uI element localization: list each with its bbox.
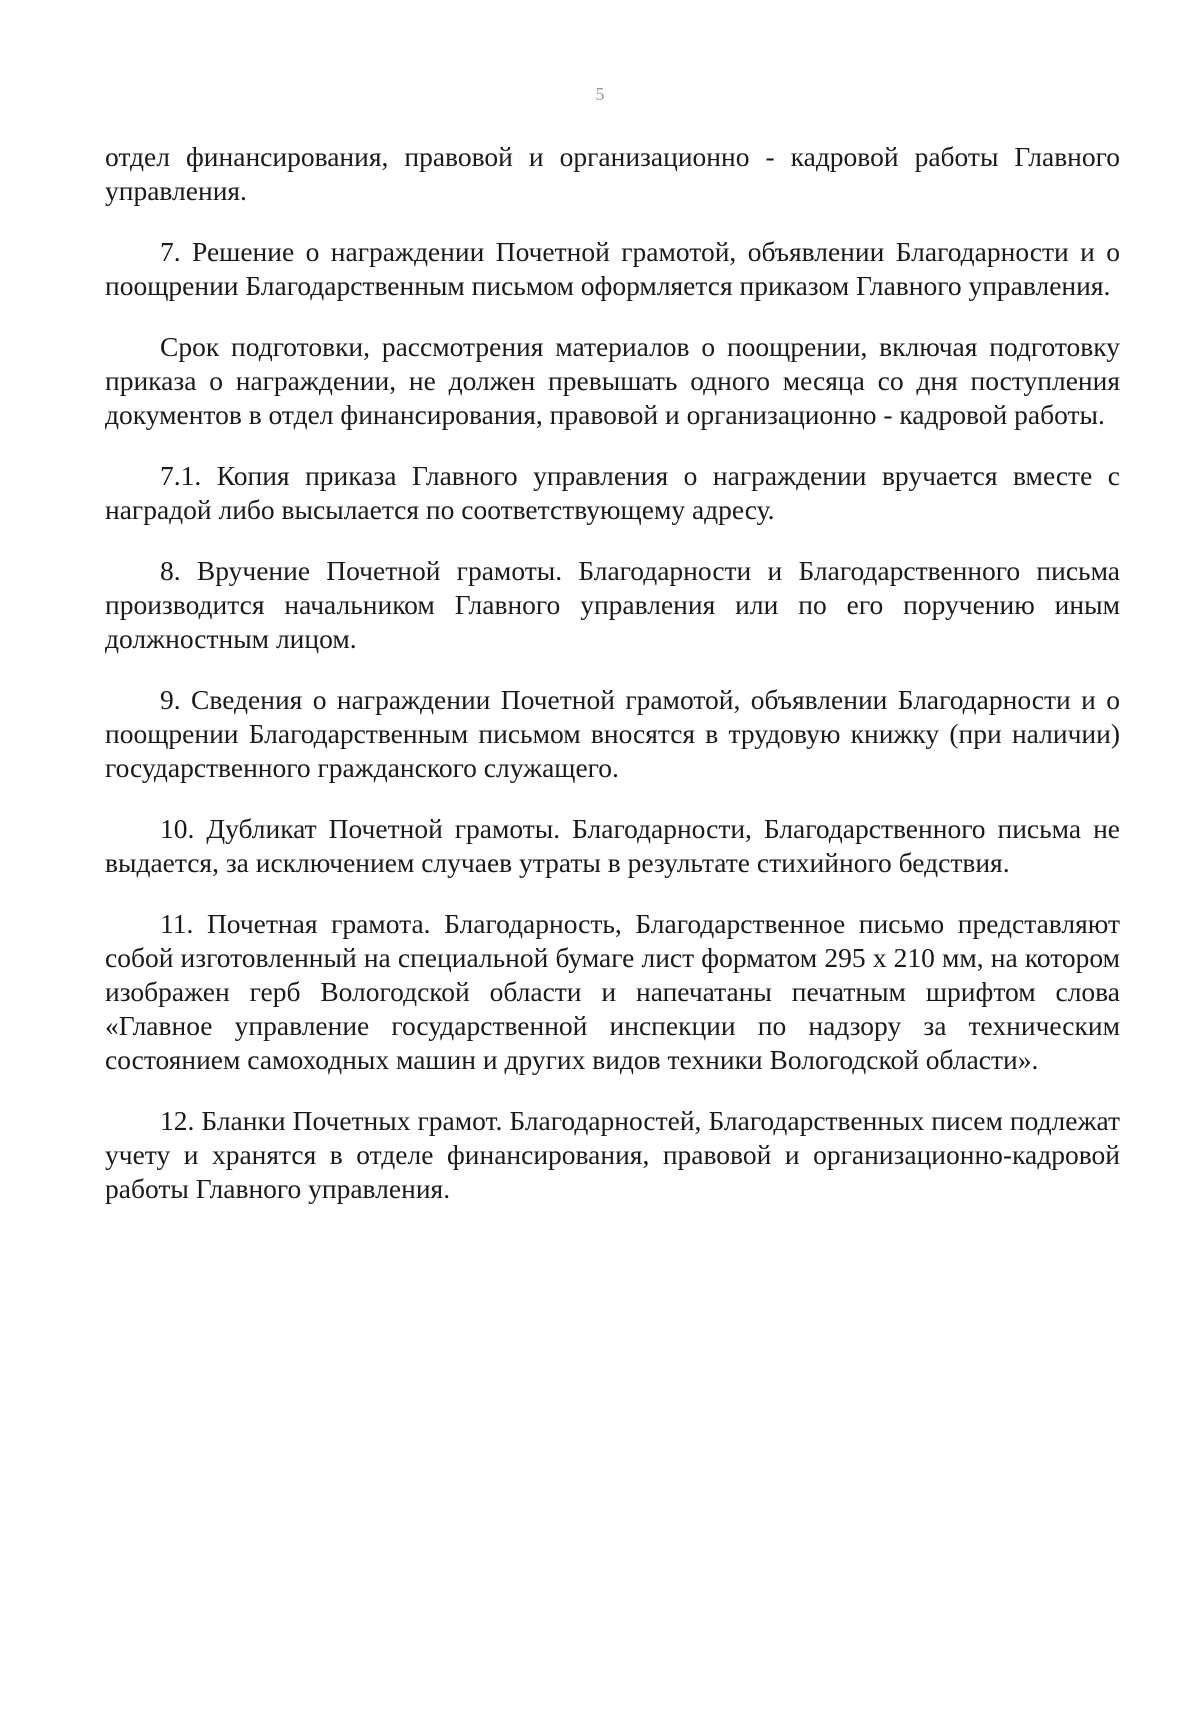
paragraph-7-1: 7.1. Копия приказа Главного управления о награждении вручается вместе с наградой либо высылается по соответствующему адресу. [105, 460, 1120, 525]
paragraph-7: 7. Решение о награждении Почетной грамотой, объявлении Благодарности и о поощрении Благодарственным письмом оформляется приказом Главного управления. [105, 236, 1120, 301]
paragraph-8: 8. Вручение Почетной грамоты. Благодарности и Благодарственного письма производится начальником Главного управления или по его поручению иным должностным лицом. [105, 555, 1120, 654]
paragraph-12: 12. Бланки Почетных грамот. Благодарностей, Благодарственных писем подлежат учету и хранятся в отделе финансирования, правовой и организационно-кадровой работы Главного управления. [105, 1105, 1120, 1204]
paragraph-continuation: отдел финансирования, правовой и организационно - кадровой работы Главного управления. [105, 141, 1120, 206]
paragraph-9: 9. Сведения о награждении Почетной грамотой, объявлении Благодарности и о поощрении Благодарственным письмом вносятся в трудовую книжку (при наличии) государственного гражданского служащего. [105, 684, 1120, 783]
document-body [105, 140, 1120, 1233]
page-number: 5 [595, 84, 605, 104]
paragraph-11: 11. Почетная грамота. Благодарность, Благодарственное письмо представляют собой изготовленный на специальной бумаге лист форматом 295 x 210 мм, на котором изображен герб Вологодской области и напечатаны печатным шрифтом слова «Главное управление государственной инспекции по надзору за техническим состоянием самоходных машин и других видов техники Вологодской области». [105, 908, 1120, 1075]
paragraph-10: 10. Дубликат Почетной грамоты. Благодарности, Благодарственного письма не выдается, за исключением случаев утраты в результате стихийного бедствия. [105, 813, 1120, 878]
paragraph-7-term: Срок подготовки, рассмотрения материалов о поощрении, включая подготовку приказа о награждении, не должен превышать одного месяца со дня поступления документов в отдел финансирования, правовой и организационно - кадровой работы. [105, 331, 1120, 430]
